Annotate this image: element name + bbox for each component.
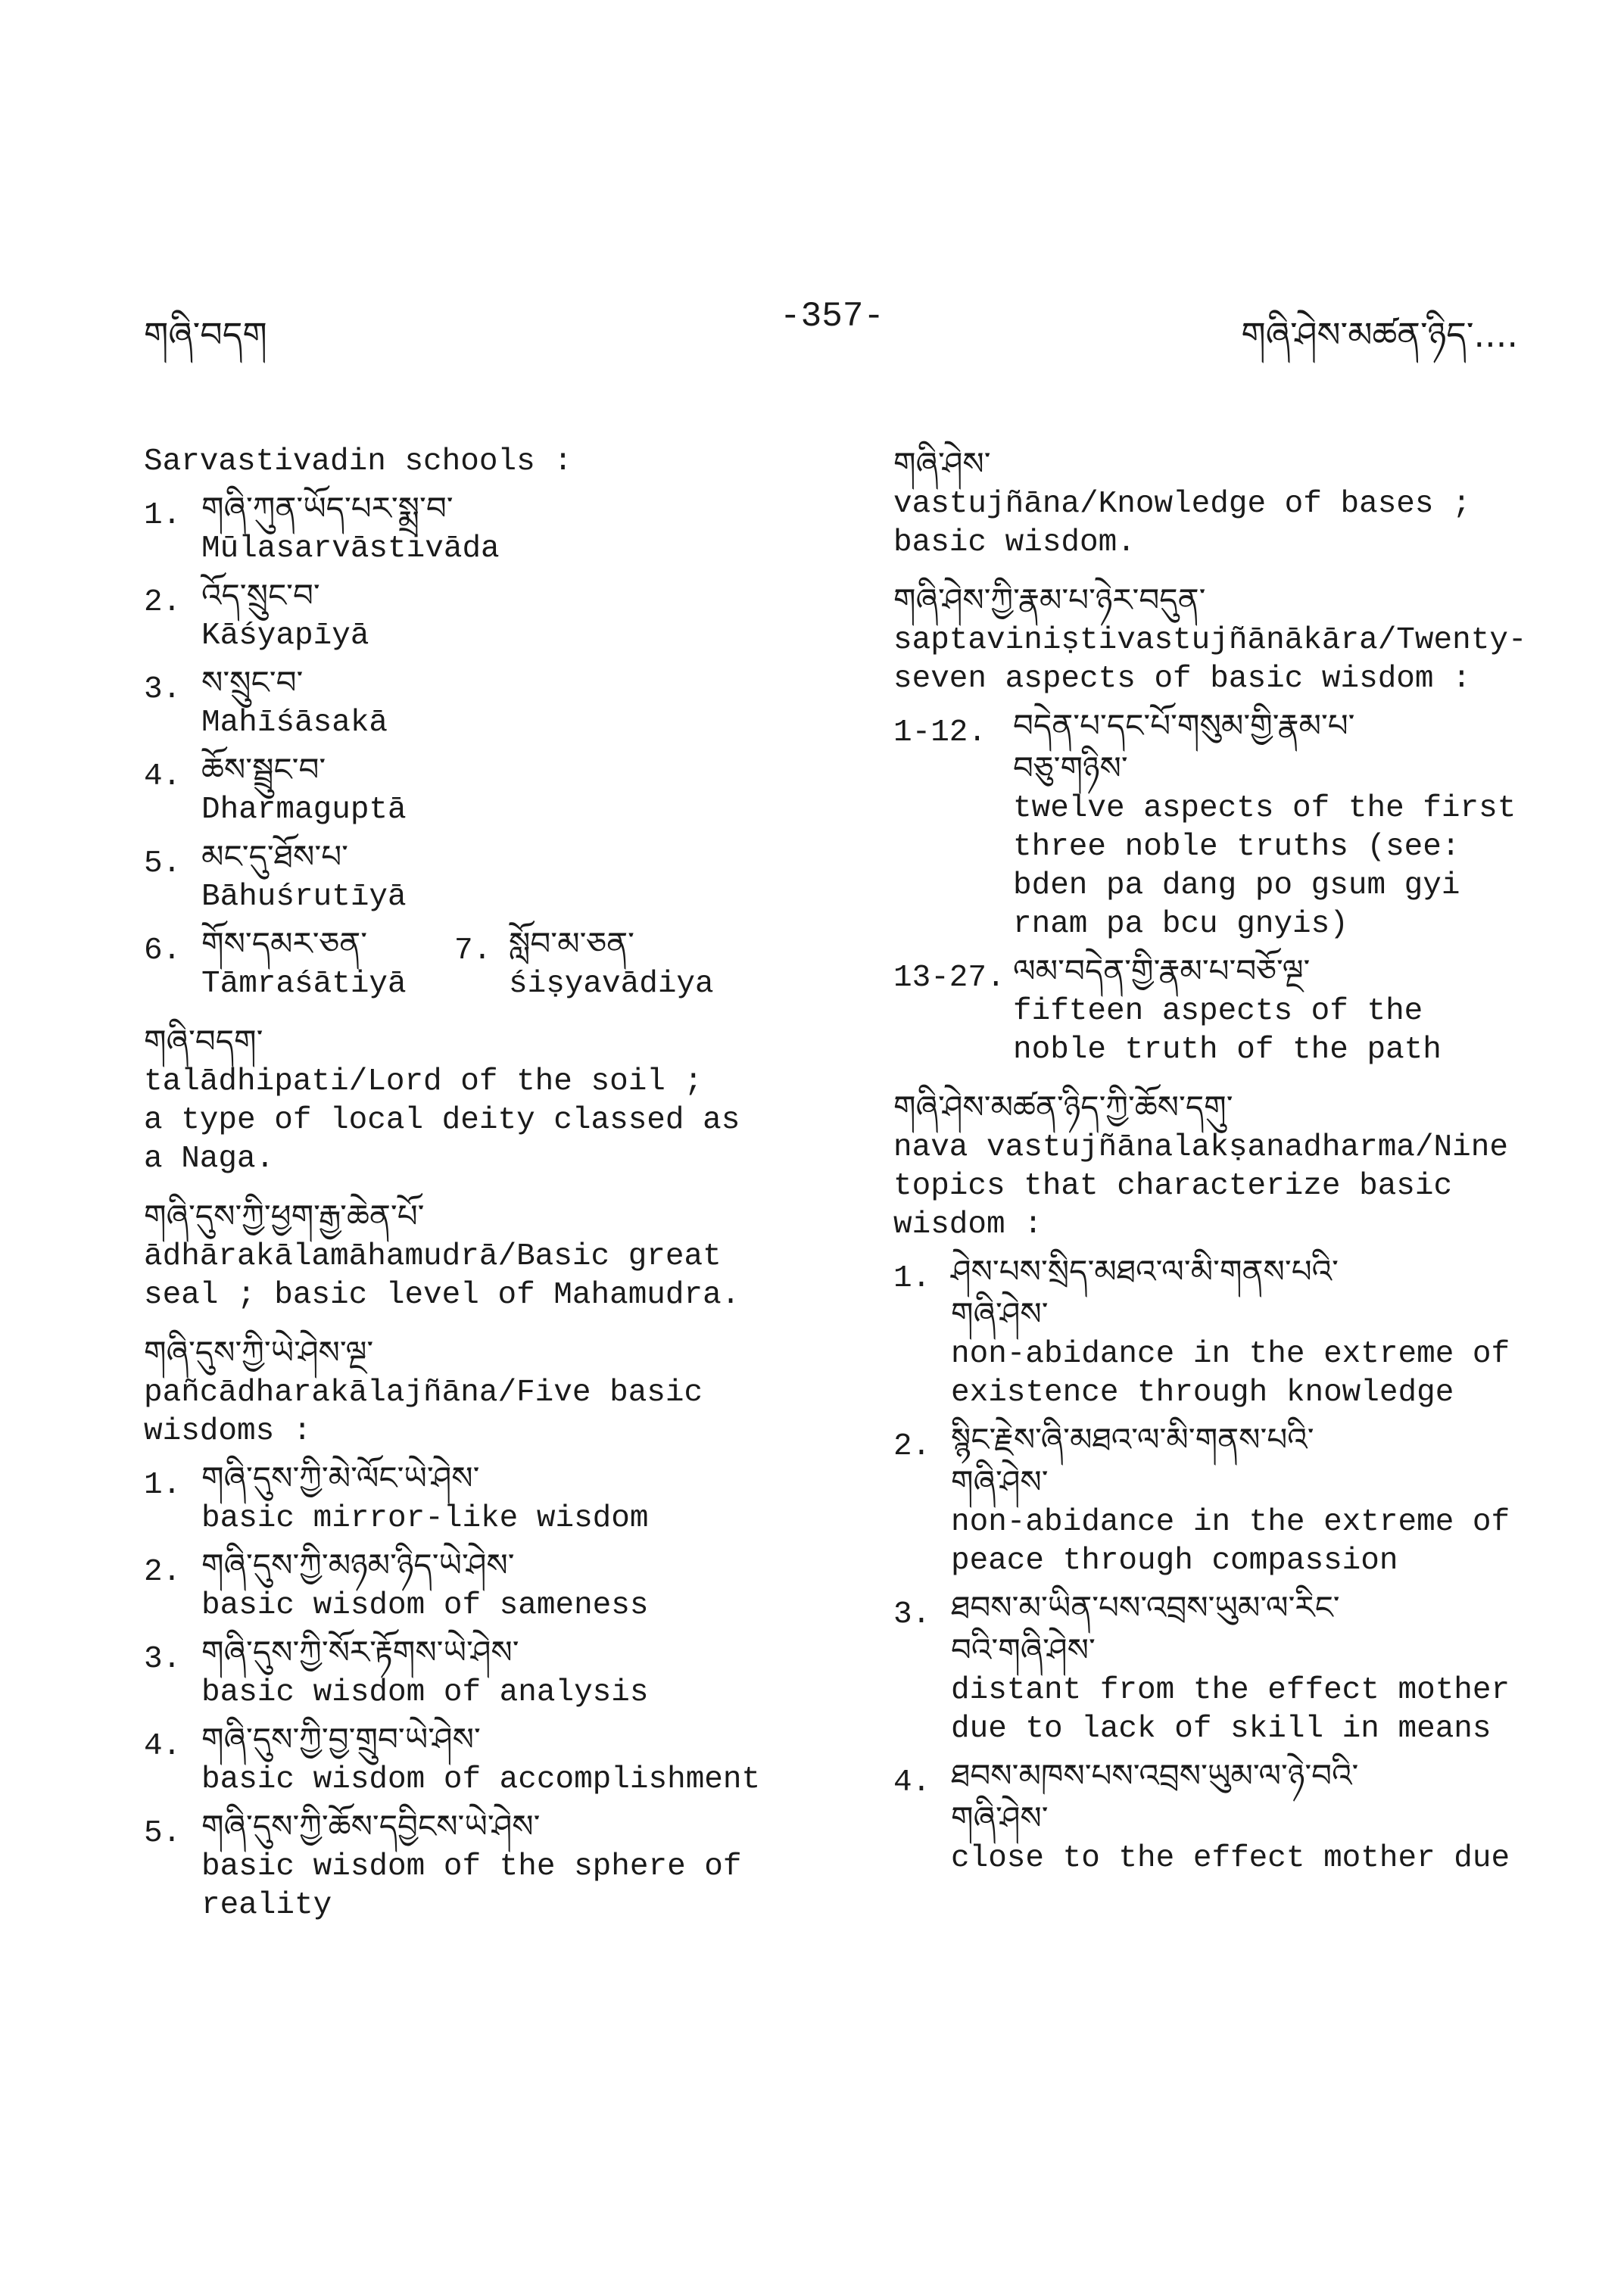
list-item xyxy=(893,1419,1552,1581)
list-item xyxy=(144,1631,818,1712)
english-gloss: twelve aspects of the first three noble truths (see: bden pa dang po gsum gyi rnam pa bcu gnyis) xyxy=(1013,791,1516,942)
sanskrit-term: śiṣyavādiya xyxy=(509,967,714,1002)
sanskrit-term: Bāhuśrutīyā xyxy=(201,880,407,914)
list-item xyxy=(144,749,818,830)
entry-five-wisdoms xyxy=(144,1332,818,1925)
english-gloss: basic wisdom of the sphere of reality xyxy=(201,1849,742,1923)
sanskrit-term: Dharmaguptā xyxy=(201,793,407,827)
tibetan-term: གཞི་ཀུན་ཡོད་པར་སྨྲ་བ་ xyxy=(201,490,454,527)
english-gloss: basic wisdom of sameness xyxy=(201,1588,649,1623)
list-item xyxy=(144,1805,818,1925)
sanskrit-term: Mahīśāsakā xyxy=(201,706,388,740)
item-number: 5. xyxy=(144,846,182,881)
list-item xyxy=(893,1755,1552,1878)
tibetan-term: ལམ་བདེན་གྱི་རྣམ་པ་བཅོ་ལྔ་ xyxy=(1013,952,1311,989)
item-number: 2. xyxy=(144,1555,182,1590)
entry-mahamudra xyxy=(144,1195,818,1315)
definition: nava vastujñānalakṣanadharma/Nine topics that characterize basic wisdom : xyxy=(893,1130,1508,1242)
english-gloss: non-abidance in the extreme of existence through knowledge xyxy=(951,1337,1510,1410)
definition: pañcādharakālajñāna/Five basic wisdoms : xyxy=(144,1375,703,1449)
tibetan-headword: གཞི་ཤེས་ཀྱི་རྣམ་པ་ཉེར་བདུན་ xyxy=(893,581,1206,618)
tibetan-term: གཞི་དུས་ཀྱི་བྱ་གྲུབ་ཡེ་ཤེས་ xyxy=(201,1721,481,1758)
list-item xyxy=(144,575,818,656)
tibetan-headword: གཞི་དུས་ཀྱི་ཕྱག་རྒྱ་ཆེན་པོ་ xyxy=(144,1198,425,1235)
item-number: 1. xyxy=(144,1468,182,1503)
list-item xyxy=(144,923,454,1004)
tibetan-term: གཞི་དུས་ཀྱི་ཆོས་དབྱིངས་ཡེ་ཤེས་ xyxy=(201,1808,541,1845)
tibetan-term: བདེན་པ་དང་པོ་གསུམ་གྱི་རྣམ་པ་ བཅུ་གཉིས་ xyxy=(1013,707,1355,787)
tibetan-term: གཞི་དུས་ཀྱི་མེ་ལོང་ཡེ་ཤེས་ xyxy=(201,1460,480,1497)
list-item xyxy=(893,1251,1552,1413)
item-number: 2. xyxy=(144,585,182,620)
item-number: 6. xyxy=(144,933,182,968)
item-number: 1-12. xyxy=(893,715,987,750)
list-item xyxy=(454,923,714,1004)
tibetan-term: གཞི་དུས་ཀྱི་མཉམ་ཉིད་ཡེ་ཤེས་ xyxy=(201,1547,515,1584)
entry-zhi-shes xyxy=(893,443,1552,562)
item-number: 3. xyxy=(144,1642,182,1677)
running-head-right: གཞི་ཤེས་མཚན་ཉིད་.... xyxy=(1241,314,1518,355)
item-number: 2. xyxy=(893,1429,931,1464)
item-number: 1. xyxy=(893,1261,931,1296)
item-number: 13-27. xyxy=(893,961,1005,995)
item-number: 4. xyxy=(144,759,182,794)
english-gloss: basic wisdom of analysis xyxy=(201,1675,649,1710)
english-gloss: basic wisdom of accomplishment xyxy=(201,1762,761,1797)
item-number: 3. xyxy=(893,1597,931,1632)
list-item xyxy=(144,1457,818,1538)
tibetan-term: ཆོས་སྦྲུང་བ་ xyxy=(201,751,326,788)
definition: ādhārakālamāhamudrā/Basic great seal ; basic level of Mahamudra. xyxy=(144,1239,740,1313)
tibetan-term: མང་དུ་ཐོས་པ་ xyxy=(201,838,348,875)
tibetan-headword: གཞི་དུས་ཀྱི་ཡེ་ཤེས་ལྔ་ xyxy=(144,1334,374,1371)
tibetan-headword: གཞི་བདག་ xyxy=(144,1023,263,1060)
english-gloss: fifteen aspects of the noble truth of the path xyxy=(1013,994,1442,1067)
sanskrit-term: Tāmraśātiyā xyxy=(201,967,407,1002)
list-item xyxy=(144,1718,818,1799)
list-item xyxy=(893,950,1552,1070)
english-gloss: distant from the effect mother due to lack of skill in means xyxy=(951,1673,1510,1746)
sanskrit-term: Kāśyapīyā xyxy=(201,618,369,653)
tibetan-term: འོད་སྲུང་བ་ xyxy=(201,577,320,614)
item-number: 7. xyxy=(454,933,492,968)
item-number: 5. xyxy=(144,1816,182,1851)
list-item xyxy=(144,836,818,917)
item-number: 3. xyxy=(144,672,182,707)
list-item xyxy=(144,1544,818,1625)
english-gloss: close to the effect mother due xyxy=(951,1841,1510,1876)
tibetan-term: ས་སྲུང་བ་ xyxy=(201,664,304,701)
tibetan-term: གཞི་དུས་ཀྱི་སོར་རྟོགས་ཡེ་ཤེས་ xyxy=(201,1634,519,1671)
tibetan-term: སློབ་མ་ཅན་ xyxy=(509,925,634,962)
running-head-left: གཞི་བདག xyxy=(144,314,267,355)
definition: talādhipati/Lord of the soil ; a type of local deity classed as a Naga. xyxy=(144,1064,740,1176)
tibetan-term: ཤེས་པས་སྲིད་མཐའ་ལ་མི་གནས་པའི་ གཞི་ཤེས་ xyxy=(951,1253,1339,1332)
entry-heading: Sarvastivadin schools : xyxy=(144,444,572,479)
sanskrit-term: Mūlasarvāstivāda xyxy=(201,531,500,566)
entry-nine-topics xyxy=(893,1086,1552,1878)
entry-sarvastivadin xyxy=(144,443,818,1004)
tibetan-term: ཐབས་མཁས་པས་འབྲས་ཡུམ་ལ་ཉེ་བའི་ གཞི་ཤེས་ xyxy=(951,1757,1359,1837)
tibetan-term: སྙིང་རྗེས་ཞི་མཐའ་ལ་མི་གནས་པའི་ གཞི་ཤེས་ xyxy=(951,1421,1314,1500)
entry-twenty-seven-aspects xyxy=(893,579,1552,1070)
english-gloss: non-abidance in the extreme of peace through compassion xyxy=(951,1505,1510,1578)
list-item xyxy=(144,488,818,569)
list-item xyxy=(893,1587,1552,1749)
definition: saptaviniṣtivastujñānākāra/Twenty- seven aspects of basic wisdom : xyxy=(893,623,1527,696)
item-number: 4. xyxy=(144,1729,182,1764)
entry-zhi-bdag xyxy=(144,1020,818,1179)
tibetan-term: ཐབས་མ་ཡིན་པས་འབྲས་ཡུམ་ལ་རིང་ བའི་གཞི་ཤེས་ xyxy=(951,1589,1340,1668)
list-item-pair xyxy=(144,923,818,1004)
left-column xyxy=(144,443,818,1942)
right-column xyxy=(893,443,1552,1895)
tibetan-term: གོས་དམར་ཅན་ xyxy=(201,925,368,962)
definition: vastujñāna/Knowledge of bases ; basic wisdom. xyxy=(893,487,1471,560)
page-number: -357- xyxy=(780,297,885,336)
tibetan-headword: གཞི་ཤེས་ xyxy=(893,445,991,482)
tibetan-headword: གཞི་ཤེས་མཚན་ཉིད་ཀྱི་ཆོས་དགུ་ xyxy=(893,1089,1233,1126)
list-item xyxy=(893,705,1552,944)
list-item xyxy=(144,662,818,743)
item-number: 1. xyxy=(144,498,182,533)
item-number: 4. xyxy=(893,1765,931,1800)
english-gloss: basic mirror-like wisdom xyxy=(201,1501,649,1536)
